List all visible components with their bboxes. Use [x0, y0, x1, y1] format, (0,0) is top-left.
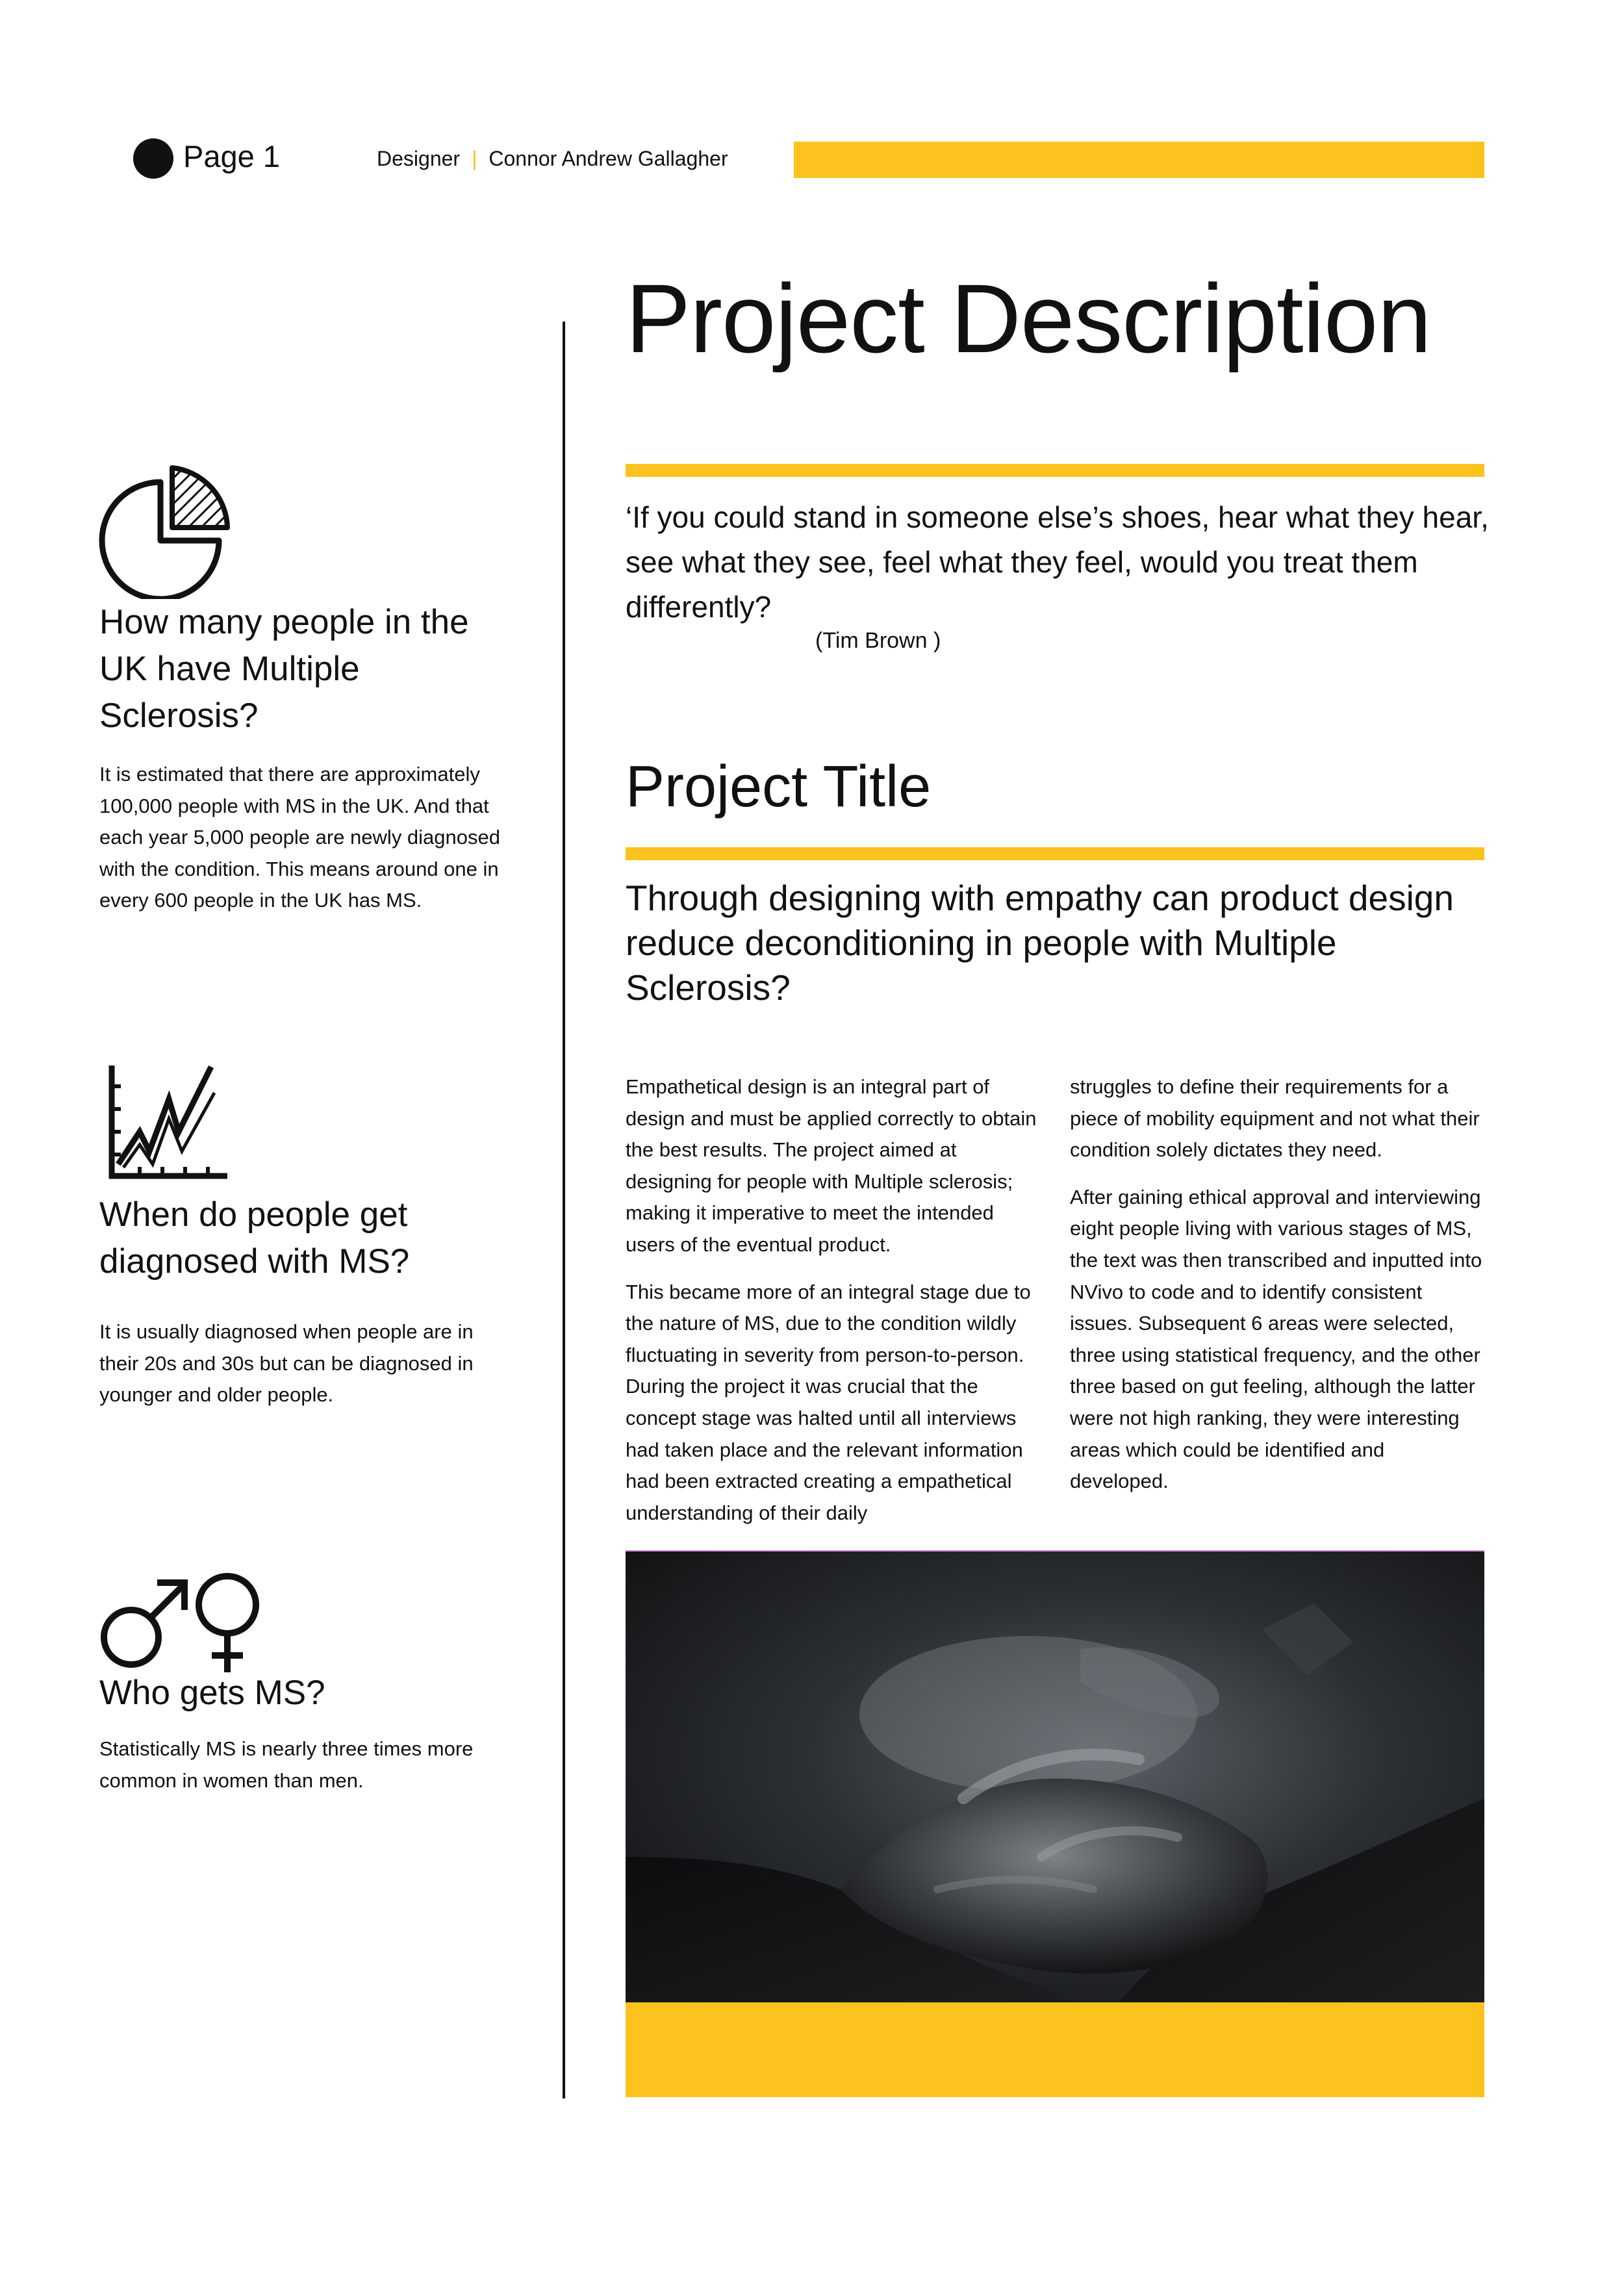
column-divider	[563, 322, 565, 2099]
page-title: Project Description	[626, 264, 1431, 373]
page-number: Page 1	[183, 139, 280, 173]
body-paragraph: After gaining ethical approval and interviewing eight people living with various stages of MS, the text was then transcribed and inputted into NVivo to code and to identify consistent issues. Subsequent 6 areas were selected, three using statistical frequency, and the other three based on gut feeling, although the latter were not high ranking, they were interesting areas which could be identified and developed.	[1070, 1185, 1482, 1493]
fact-body: It is usually diagnosed when people are in their 20s and 30s but can be diagnosed in younger and older people.	[99, 1320, 474, 1407]
header-accent-bar	[794, 142, 1484, 178]
hands-photo	[626, 1551, 1484, 2002]
fact-body: Statistically MS is nearly three times more common in women than men.	[99, 1737, 474, 1792]
project-title-heading: Project Title	[626, 754, 932, 819]
body-paragraph: struggles to define their requirements for a piece of mobility equipment and not what their condition solely dictates they need.	[1070, 1075, 1480, 1162]
designer-separator: |	[472, 147, 477, 170]
fact-heading: How many people in the UK have Multiple Sclerosis?	[99, 603, 469, 735]
pie-chart-icon	[97, 463, 234, 599]
title-accent-bar	[626, 464, 1484, 477]
project-title-text: Through designing with empathy can product design reduce deconditioning in people with Multiple Sclerosis?	[626, 878, 1454, 1008]
quote-text: ‘If you could stand in someone else’s shoes, hear what they hear, see what they see, feel what they feel, would you treat them differently?	[626, 500, 1489, 624]
designer-credit	[377, 143, 728, 174]
fact-heading: Who gets MS?	[99, 1674, 325, 1712]
footer-accent-bar	[626, 2002, 1484, 2097]
body-column-1	[626, 1071, 1041, 1544]
project-title-accent-bar	[626, 847, 1484, 860]
body-paragraph: This became more of an integral stage due to the nature of MS, due to the condition wildly fluctuating in severity from person-to-person. During the project it was crucial that the concept stage was halted until all interviews had taken place and the relevant information had been extracted creating a empathetical understanding of their daily	[626, 1280, 1031, 1524]
quote-author: (Tim Brown )	[815, 628, 941, 653]
page-bullet	[133, 138, 173, 179]
fact-heading: When do people get diagnosed with MS?	[99, 1195, 410, 1281]
body-column-2	[1070, 1071, 1486, 1513]
hands-photo-illustration	[626, 1551, 1484, 2002]
fact-body: It is estimated that there are approximately 100,000 people with MS in the UK. And that each year 5,000 people are newly diagnosed with the condition. This means around one in every 600 people in the UK has MS.	[99, 763, 501, 912]
line-chart-icon	[104, 1060, 234, 1184]
body-paragraph: Empathetical design is an integral part of design and must be applied correctly to obtain the best results. The project aimed at designing for people with Multiple sclerosis; making it imperative to meet the intended users of the eventual product.	[626, 1075, 1037, 1256]
designer-label: Designer	[377, 147, 461, 170]
gender-symbols-icon	[97, 1564, 266, 1674]
designer-name: Connor Andrew Gallagher	[488, 147, 728, 170]
